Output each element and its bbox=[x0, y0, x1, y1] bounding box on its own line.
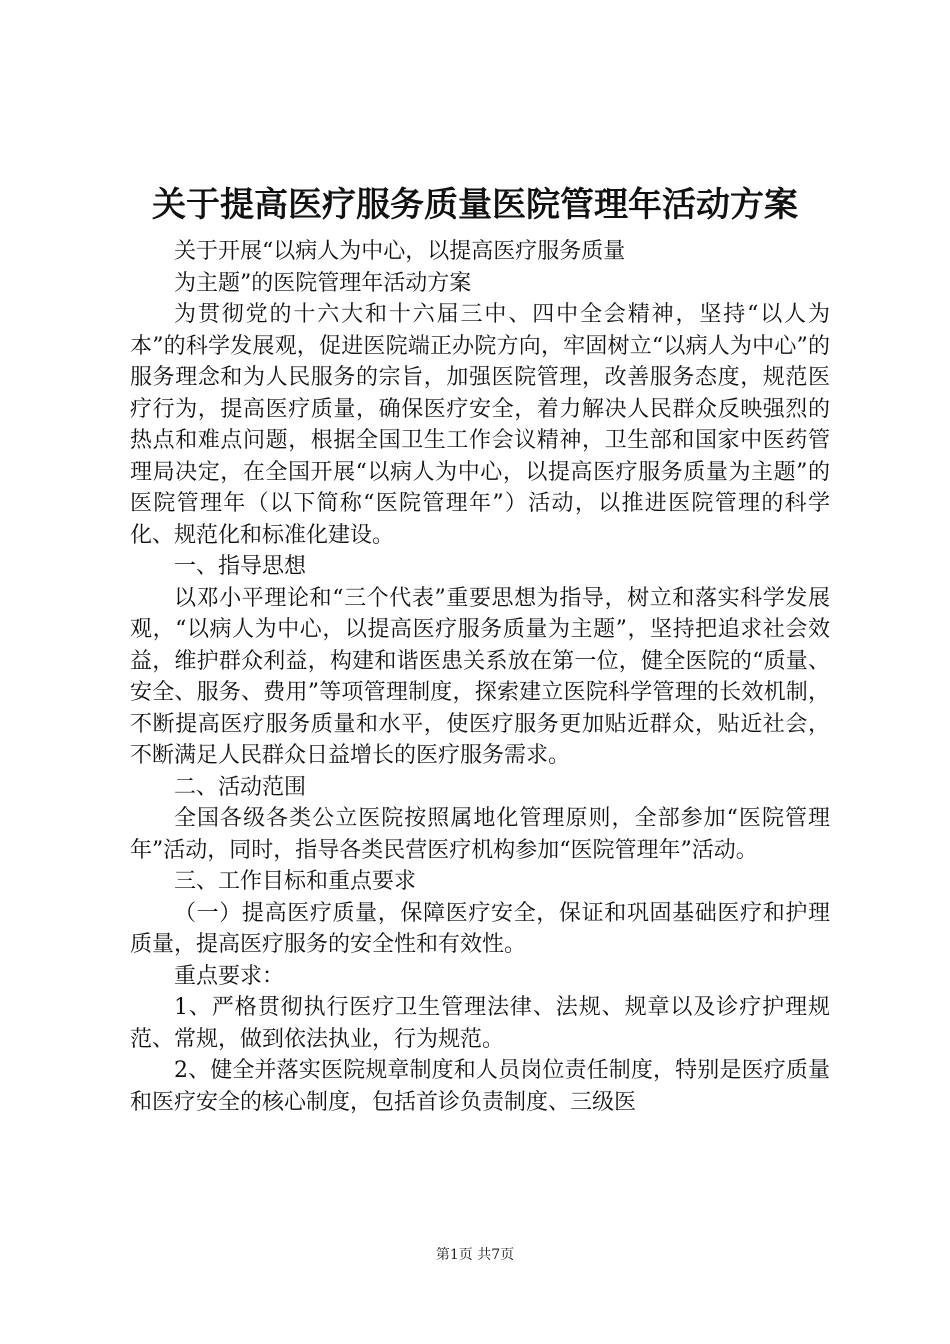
section-heading-guiding-thought: 一、指导思想 bbox=[174, 554, 307, 579]
requirement-2-paragraph: 2、健全并落实医院规章制度和人员岗位责任制度，特别是医疗质量和医疗安全的核心制度，包括首诊负责制度、三级医 bbox=[130, 1058, 830, 1115]
key-requirements-heading: 重点要求： bbox=[174, 963, 285, 989]
requirement-1-paragraph: 1、严格贯彻执行医疗卫生管理法律、法规、规章以及诊疗护理规范、常规，做到依法执业，行为规范。 bbox=[130, 995, 830, 1052]
page-footer: 第1页 共7页 bbox=[435, 1247, 515, 1263]
goal-one-paragraph: （一）提高医疗质量，保障医疗安全，保证和巩固基础医疗和护理质量，提高医疗服务的安全性和有效性。 bbox=[130, 900, 830, 957]
subtitle-line-2: 为主题”的医院管理年活动方案 bbox=[174, 270, 472, 296]
subtitle-line-1: 关于开展“以病人为中心，以提高医疗服务质量 bbox=[174, 239, 626, 264]
document-title: 关于提高医疗服务质量医院管理年活动方案 bbox=[152, 185, 798, 225]
document-body bbox=[130, 236, 830, 1118]
guiding-thought-paragraph: 以邓小平理论和“三个代表”重要思想为指导，树立和落实科学发展观，“以病人为中心，以提高医疗服务质量为主题”，坚持把追求社会效益，维护群众利益，构建和谐医患关系放在第一位，健全医院的“质量、安全、服务、费用”等项管理制度，探索建立医院科学管理的长效机制，不断提高医疗服务质量和水平，使医疗服务更加贴近群众，贴近社会，不断满足人民群众日益增长的医疗服务需求。 bbox=[130, 585, 830, 768]
section-heading-goals: 三、工作目标和重点要求 bbox=[174, 869, 417, 894]
intro-paragraph: 为贯彻党的十六大和十六届三中、四中全会精神，坚持“以人为本”的科学发展观，促进医院端正办院方向，牢固树立“以病人为中心”的服务理念和为人民服务的宗旨，加强医院管理，改善服务态度，规范医疗行为，提高医疗质量，确保医疗安全，着力解决人民群众反映强烈的热点和难点问题，根据全国卫生工作会议精神，卫生部和国家中医药管理局决定，在全国开展“以病人为中心，以提高医疗服务质量为主题”的医院管理年（以下简称“医院管理年”）活动，以推进医院管理的科学化、规范化和标准化建设。 bbox=[130, 302, 830, 548]
section-heading-activity-scope: 二、活动范围 bbox=[174, 774, 307, 800]
activity-scope-paragraph: 全国各级各类公立医院按照属地化管理原则，全部参加“医院管理年”活动，同时，指导各类民营医疗机构参加“医院管理年”活动。 bbox=[130, 806, 830, 863]
